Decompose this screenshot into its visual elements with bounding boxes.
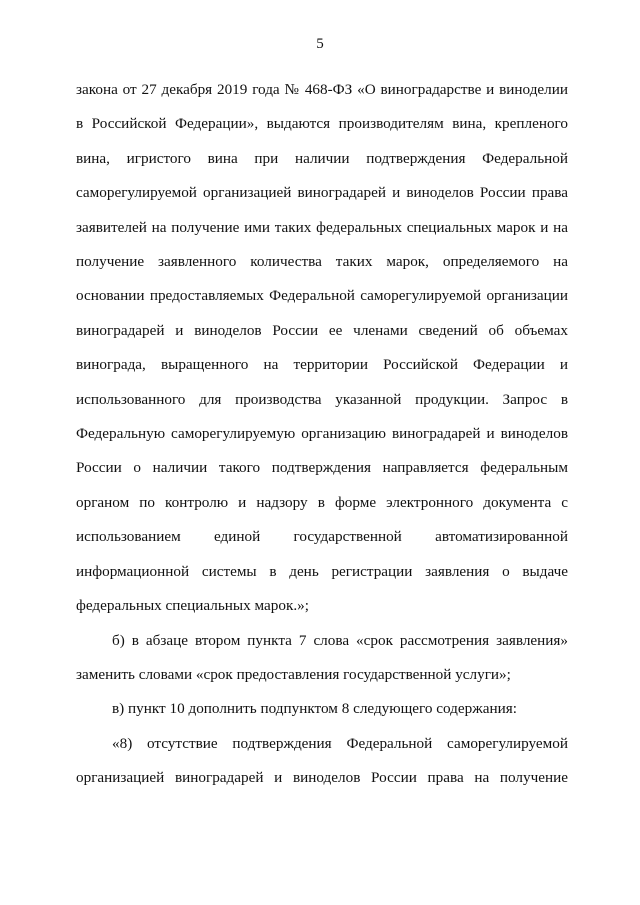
text-line: «8) отсутствие подтверждения Федеральной саморегулируемой [112,734,568,752]
paragraph-1 [76,73,568,624]
text-line: саморегулируемой организацией виноградарей и виноделов России права [76,184,568,202]
text-line: вина, игристого вина при наличии подтверждения Федеральной [76,149,568,167]
document-body [76,73,568,796]
text-line: получение заявленного количества таких марок, определяемого на [76,253,568,271]
text-line: использованием единой государственной автоматизированной [76,528,568,546]
text-line: б) в абзаце втором пункта 7 слова «срок рассмотрения заявления» [112,631,568,649]
text-line: органом по контролю и надзору в форме электронного документа с [76,493,568,511]
paragraph-2 [76,624,568,693]
text-line: заменить словами «срок предоставления государственной услуги»; [76,665,511,683]
text-line: России о наличии такого подтверждения направляется федеральным [76,459,568,477]
text-line: информационной системы в день регистрации заявления о выдаче [76,562,568,580]
text-line: организацией виноградарей и виноделов России права на получение [76,769,568,787]
text-line: в Российской Федерации», выдаются производителям вина, крепленого [76,115,568,133]
text-line: в) пункт 10 дополнить подпунктом 8 следующего содержания: [112,700,517,718]
text-line: федеральных специальных марок.»; [76,597,309,615]
paragraph-4 [76,727,568,796]
text-line: Федеральную саморегулируемую организацию виноградарей и виноделов [76,425,568,443]
text-line: заявителей на получение ими таких федеральных специальных марок и на [76,218,568,236]
text-line: виноградарей и виноделов России ее членами сведений об объемах [76,321,568,339]
page-number: 5 [316,36,324,52]
text-line: закона от 27 декабря 2019 года № 468-ФЗ «О виноградарстве и виноделии [76,81,568,98]
text-line: винограда, выращенного на территории Российской Федерации и [76,356,568,374]
text-line: основании предоставляемых Федеральной саморегулируемой организации [76,287,568,305]
paragraph-3 [76,692,568,726]
text-line: использованного для производства указанной продукции. Запрос в [76,390,568,408]
